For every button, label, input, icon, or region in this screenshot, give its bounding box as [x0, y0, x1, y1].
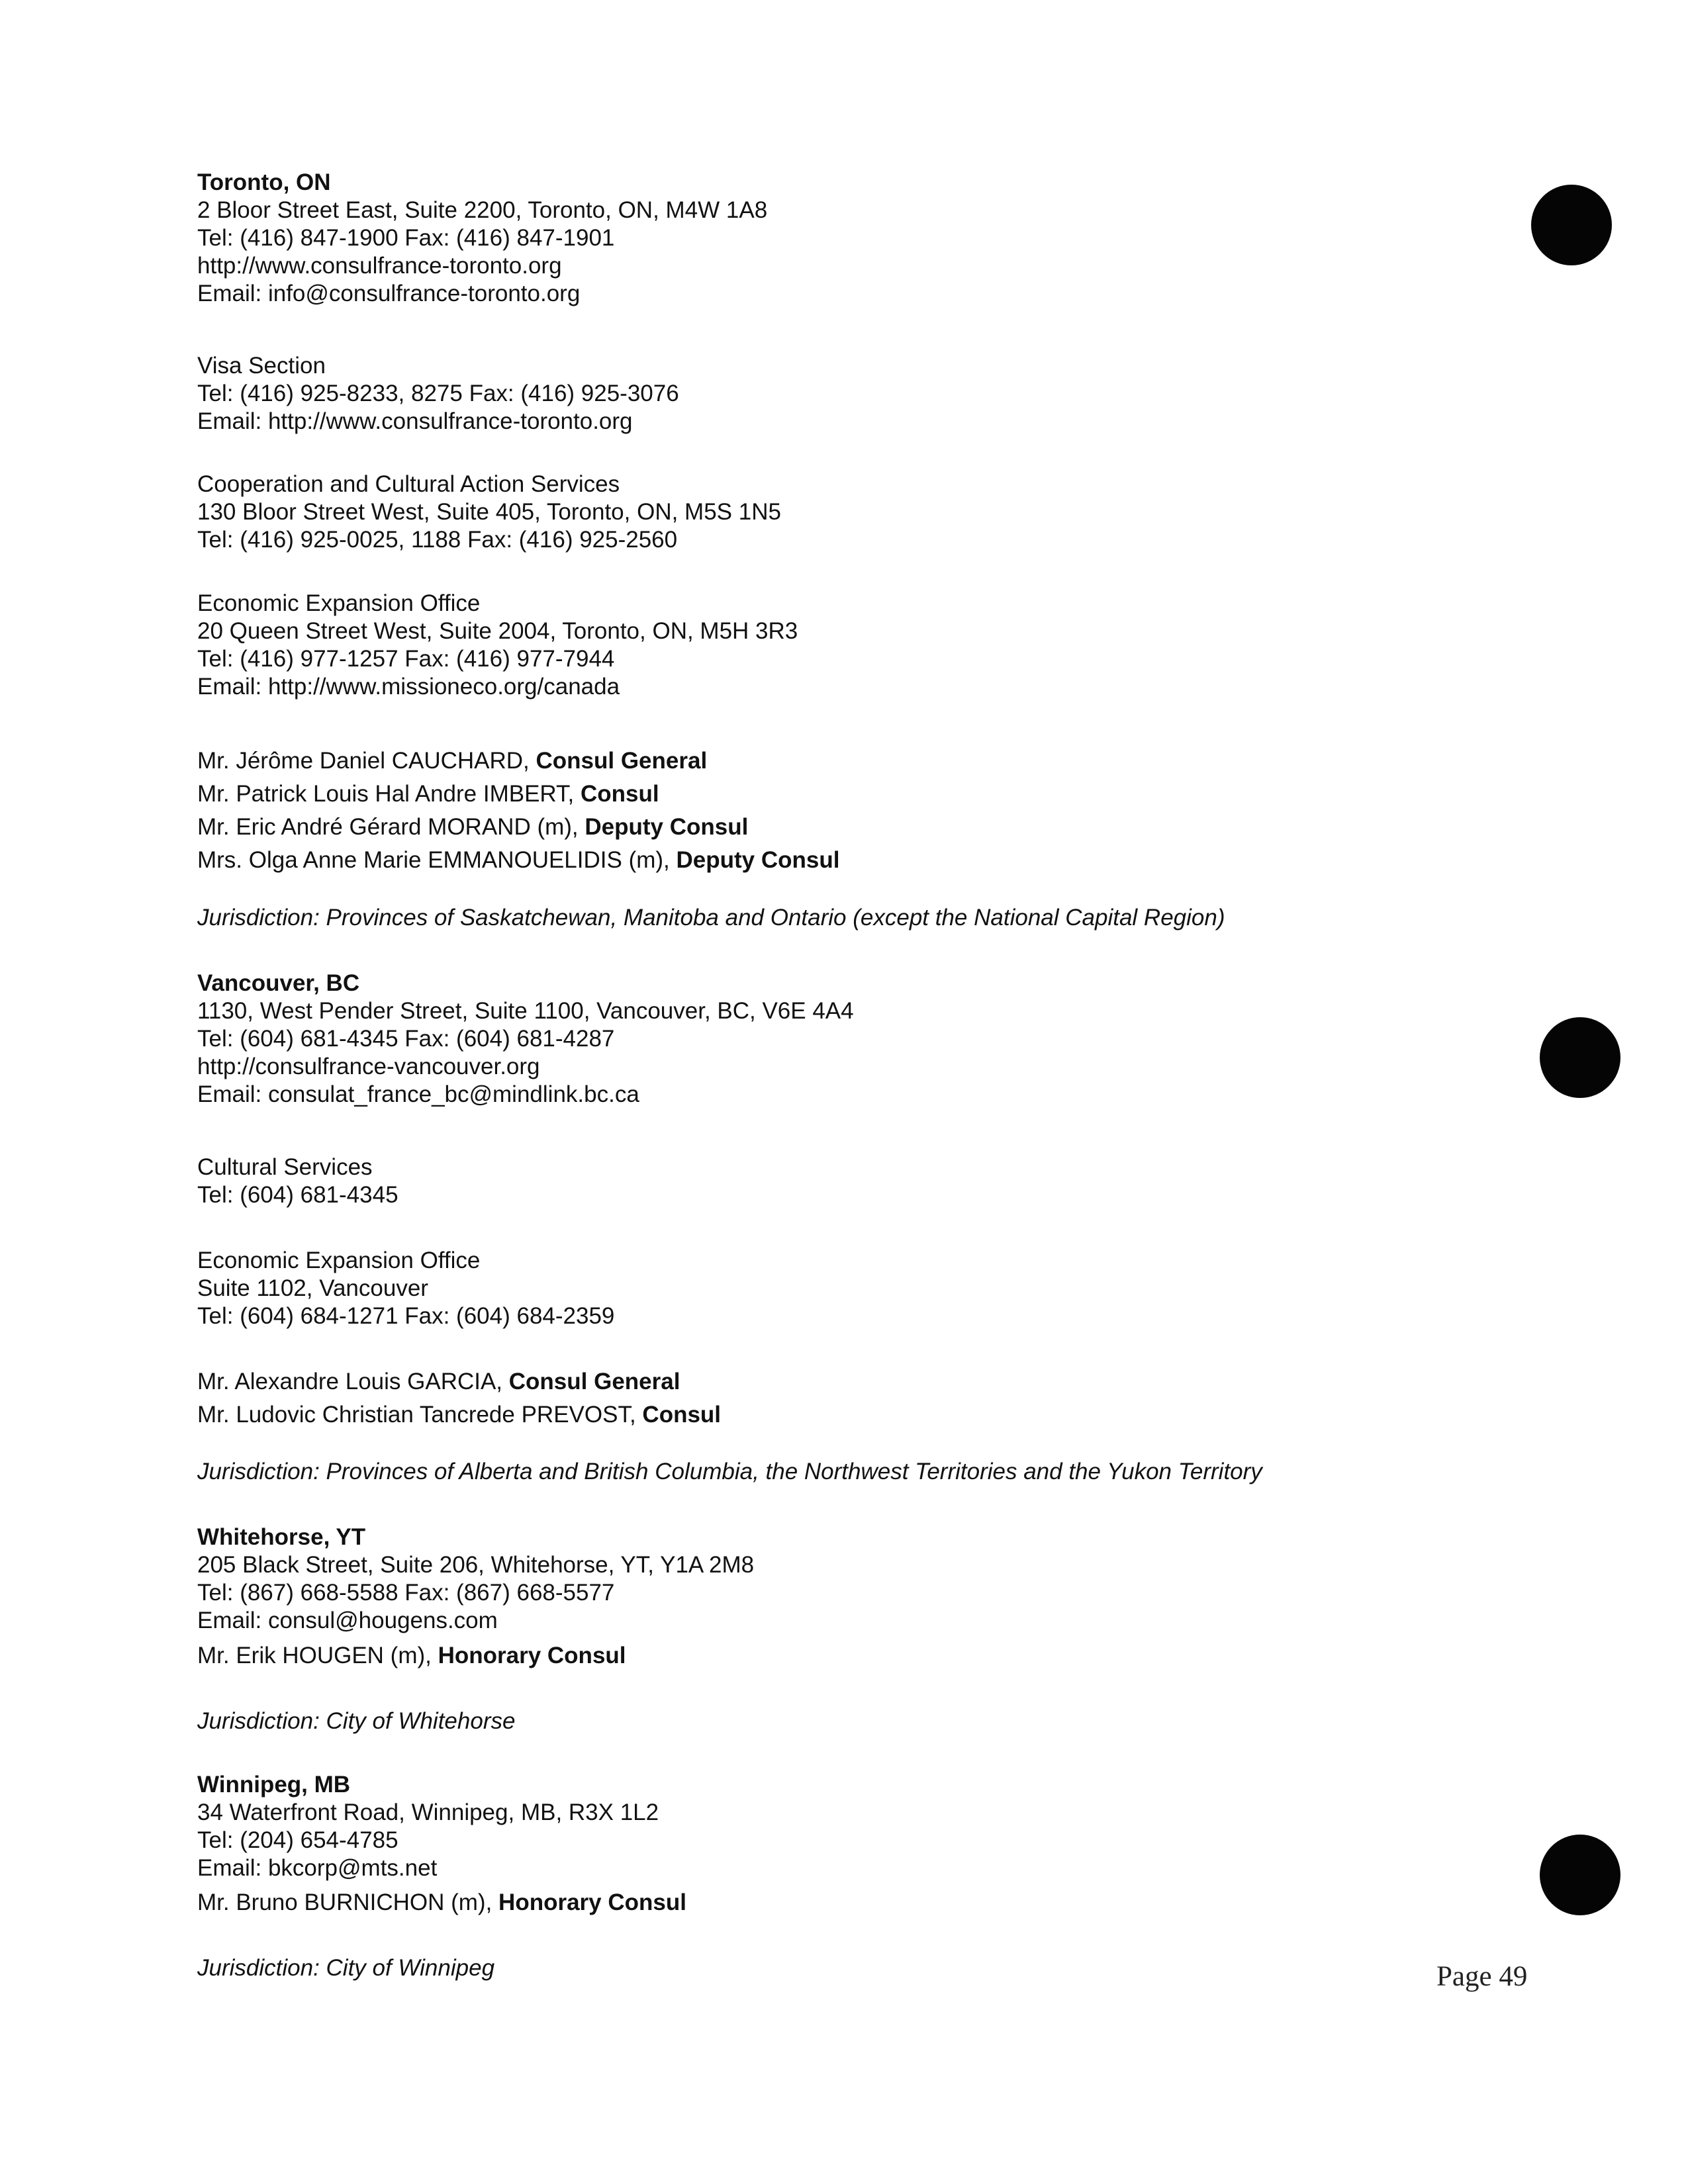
vancouver-address: 1130, West Pender Street, Suite 1100, Vancouver, BC, V6E 4A4 — [197, 998, 854, 1024]
toronto-tel: Tel: (416) 847-1900 Fax: (416) 847-1901 — [197, 225, 615, 251]
person-role: Deputy Consul — [676, 847, 840, 873]
cooperation-address: 130 Bloor Street West, Suite 405, Toronto, ON, M5S 1N5 — [197, 499, 781, 525]
whitehorse-tel: Tel: (867) 668-5588 Fax: (867) 668-5577 — [197, 1580, 615, 1606]
toronto-economic-tel: Tel: (416) 977-1257 Fax: (416) 977-7944 — [197, 646, 615, 672]
winnipeg-people — [197, 1886, 1488, 1919]
person-entry — [197, 811, 1488, 844]
toronto-economic-address: 20 Queen Street West, Suite 2004, Toronto, ON, M5H 3R3 — [197, 618, 798, 644]
person-role: Consul — [642, 1402, 722, 1428]
visa-email: Email: http://www.consulfrance-toronto.org — [197, 408, 633, 434]
vancouver-people — [197, 1365, 1488, 1432]
person-entry — [197, 1639, 1488, 1672]
vancouver-title: Vancouver, BC — [197, 970, 360, 996]
whitehorse-people — [197, 1639, 1488, 1672]
visa-title: Visa Section — [197, 353, 326, 379]
page-number: Page 49 — [1436, 1961, 1528, 1992]
winnipeg-tel: Tel: (204) 654-4785 — [197, 1827, 399, 1853]
person-role: Honorary Consul — [498, 1889, 686, 1915]
person-name: Mr. Alexandre Louis GARCIA, — [197, 1369, 509, 1394]
cultural-title: Cultural Services — [197, 1154, 373, 1180]
whitehorse-email: Email: consul@hougens.com — [197, 1608, 498, 1633]
person-role: Deputy Consul — [585, 814, 749, 840]
vancouver-tel: Tel: (604) 681-4345 Fax: (604) 681-4287 — [197, 1026, 615, 1052]
person-entry — [197, 1398, 1488, 1432]
winnipeg-email: Email: bkcorp@mts.net — [197, 1855, 438, 1881]
person-role: Consul General — [536, 748, 708, 774]
toronto-economic-section — [197, 590, 1488, 701]
toronto-cooperation-section — [197, 471, 1488, 554]
person-name: Mr. Patrick Louis Hal Andre IMBERT, — [197, 781, 581, 807]
winnipeg-title: Winnipeg, MB — [197, 1772, 351, 1797]
winnipeg-jurisdiction: Jurisdiction: City of Winnipeg — [197, 1955, 495, 1981]
person-name: Mr. Eric André Gérard MORAND (m), — [197, 814, 585, 840]
person-entry — [197, 778, 1488, 811]
person-name: Mr. Erik HOUGEN (m), — [197, 1643, 438, 1668]
cooperation-title: Cooperation and Cultural Action Services — [197, 471, 620, 497]
toronto-economic-email: Email: http://www.missioneco.org/canada — [197, 674, 620, 700]
vancouver-cultural-section — [197, 1154, 1488, 1209]
person-entry — [197, 1365, 1488, 1398]
cooperation-tel: Tel: (416) 925-0025, 1188 Fax: (416) 925-2560 — [197, 527, 678, 553]
toronto-jurisdiction: Jurisdiction: Provinces of Saskatchewan, Manitoba and Ontario (except the National Capital Region) — [197, 905, 1225, 931]
toronto-title: Toronto, ON — [197, 169, 331, 195]
winnipeg-section — [197, 1771, 1488, 1882]
toronto-people — [197, 745, 1488, 877]
toronto-address: 2 Bloor Street East, Suite 2200, Toronto, ON, M4W 1A8 — [197, 197, 768, 223]
punch-hole-top — [1531, 185, 1612, 265]
person-name: Mr. Bruno BURNICHON (m), — [197, 1889, 499, 1915]
whitehorse-address: 205 Black Street, Suite 206, Whitehorse, YT, Y1A 2M8 — [197, 1552, 755, 1578]
vancouver-jurisdiction: Jurisdiction: Provinces of Alberta and British Columbia, the Northwest Territories and the Yukon Territory — [197, 1459, 1262, 1484]
person-entry — [197, 745, 1488, 778]
whitehorse-jurisdiction: Jurisdiction: City of Whitehorse — [197, 1708, 516, 1734]
whitehorse-section — [197, 1524, 1488, 1635]
winnipeg-address: 34 Waterfront Road, Winnipeg, MB, R3X 1L2 — [197, 1799, 659, 1825]
person-entry — [197, 844, 1488, 877]
person-name: Mr. Ludovic Christian Tancrede PREVOST, — [197, 1402, 643, 1428]
vancouver-economic-section — [197, 1247, 1488, 1330]
vancouver-economic-title: Economic Expansion Office — [197, 1248, 481, 1273]
person-role: Consul — [581, 781, 659, 807]
person-role: Honorary Consul — [438, 1643, 626, 1668]
toronto-section — [197, 169, 1488, 308]
person-name: Mrs. Olga Anne Marie EMMANOUELIDIS (m), — [197, 847, 677, 873]
punch-hole-middle — [1540, 1017, 1620, 1098]
toronto-economic-title: Economic Expansion Office — [197, 590, 481, 616]
toronto-email: Email: info@consulfrance-toronto.org — [197, 281, 581, 306]
toronto-web: http://www.consulfrance-toronto.org — [197, 253, 562, 279]
person-name: Mr. Jérôme Daniel CAUCHARD, — [197, 748, 536, 774]
person-role: Consul General — [508, 1369, 680, 1394]
cultural-tel: Tel: (604) 681-4345 — [197, 1182, 399, 1208]
vancouver-economic-tel: Tel: (604) 684-1271 Fax: (604) 684-2359 — [197, 1303, 615, 1329]
vancouver-email: Email: consulat_france_bc@mindlink.bc.ca — [197, 1081, 639, 1107]
whitehorse-title: Whitehorse, YT — [197, 1524, 366, 1550]
vancouver-section — [197, 970, 1488, 1109]
vancouver-web: http://consulfrance-vancouver.org — [197, 1054, 540, 1079]
visa-tel: Tel: (416) 925-8233, 8275 Fax: (416) 925-3076 — [197, 381, 679, 406]
toronto-visa-section — [197, 352, 1488, 435]
punch-hole-bottom — [1540, 1835, 1620, 1915]
person-entry — [197, 1886, 1488, 1919]
vancouver-economic-address: Suite 1102, Vancouver — [197, 1275, 428, 1301]
